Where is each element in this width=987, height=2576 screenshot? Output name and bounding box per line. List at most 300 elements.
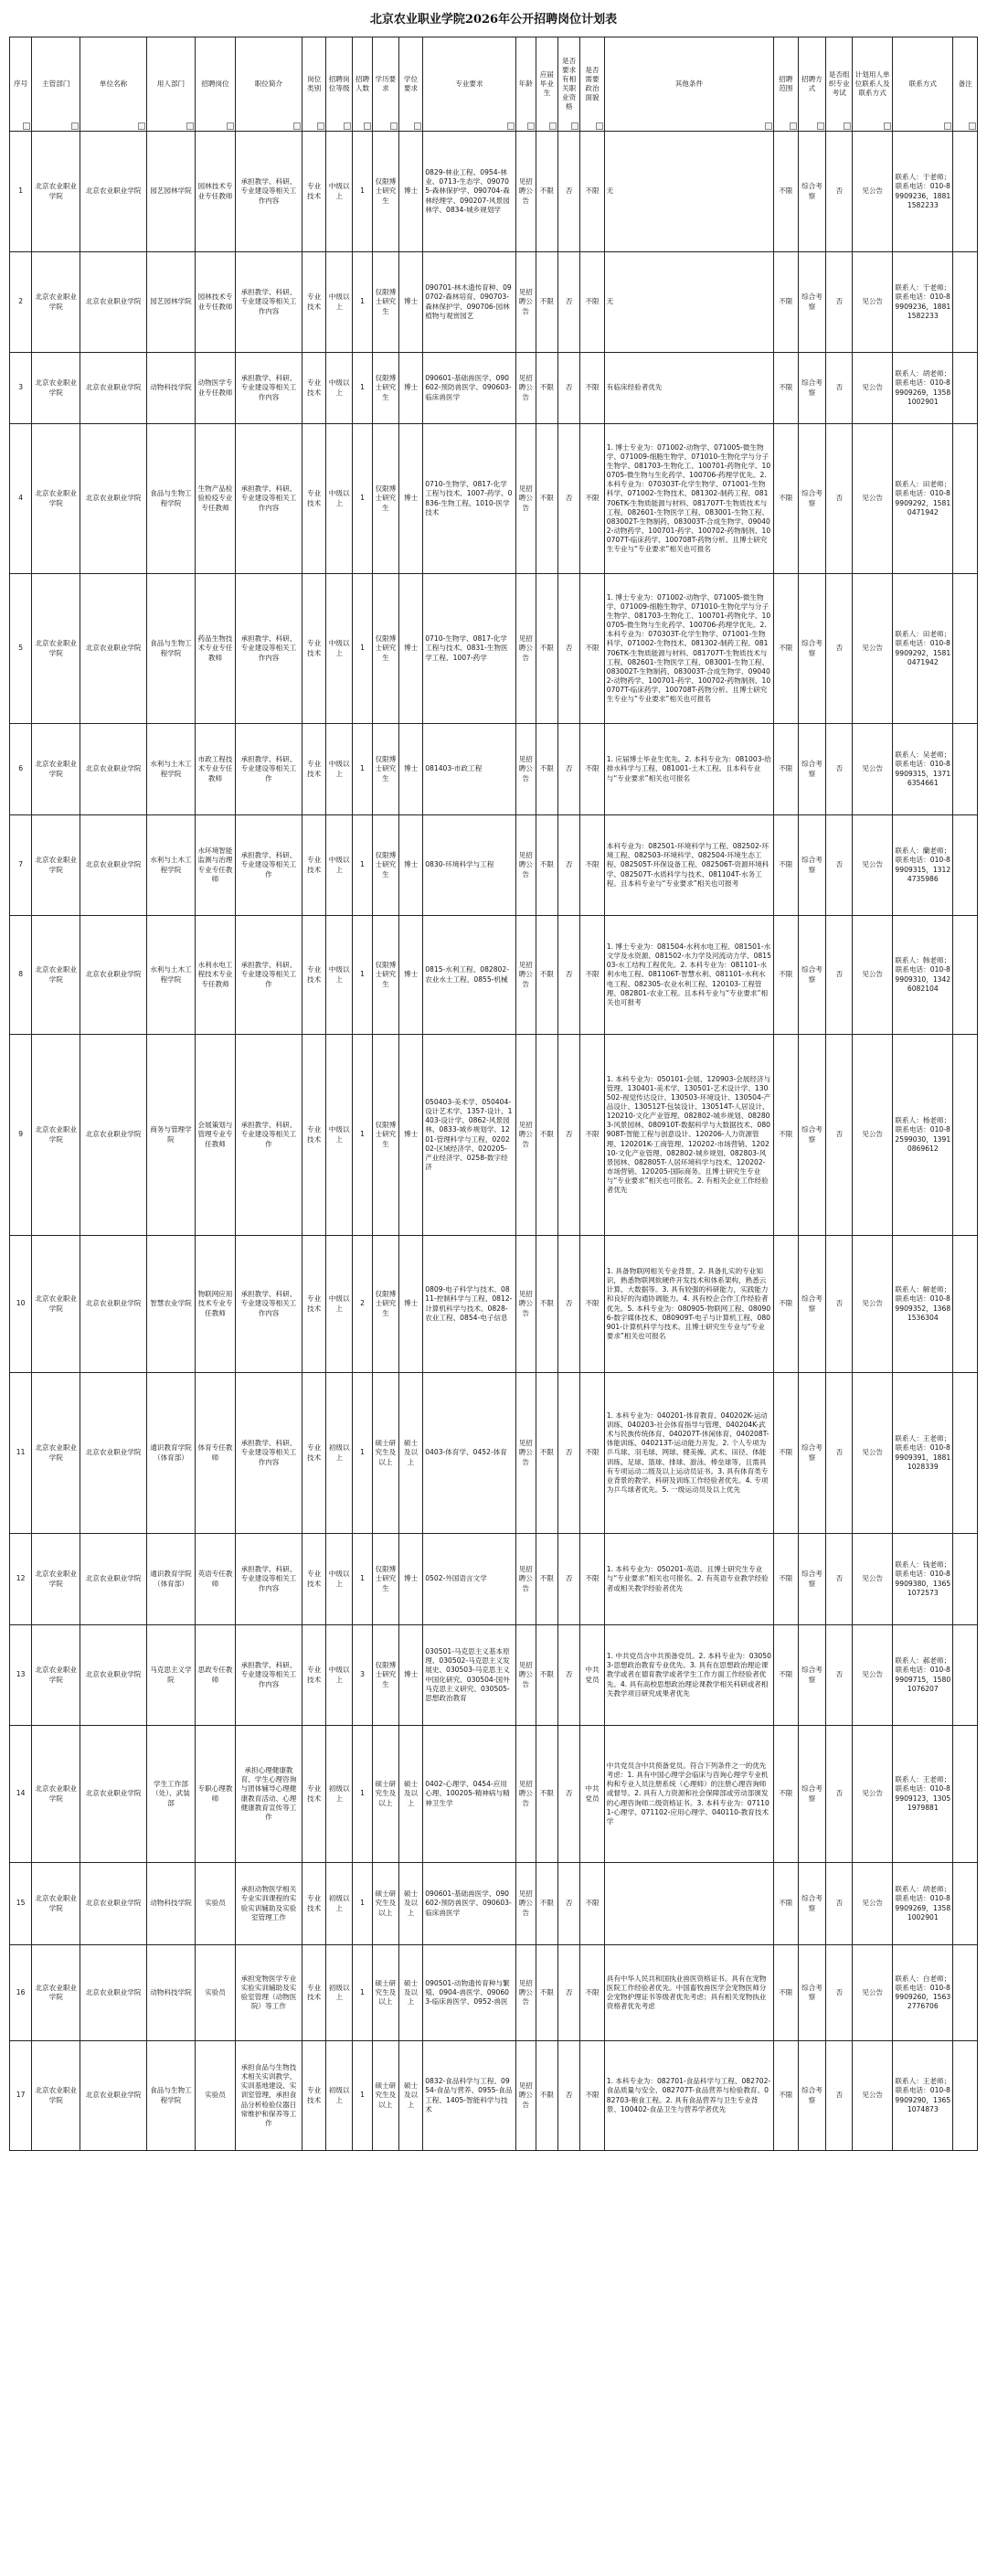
cell-scope: 不限 [774, 1373, 798, 1534]
column-header[interactable]: 是否组织专业考试 [826, 37, 853, 132]
cell-scope: 不限 [774, 1726, 798, 1863]
cell-num: 1 [353, 916, 373, 1035]
cell-num: 1 [353, 1534, 373, 1625]
cell-exam: 否 [826, 1534, 853, 1625]
cell-level: 初级以上 [326, 1373, 353, 1534]
cell-post: 园林技术专业专任教师 [195, 252, 235, 353]
cell-age: 见招聘公告 [515, 815, 536, 916]
cell-num: 1 [353, 1863, 373, 1945]
cell-num: 1 [353, 2041, 373, 2151]
column-header[interactable]: 应届毕业生 [536, 37, 557, 132]
cell-unit: 北京农业职业学院 [80, 1625, 147, 1726]
cell-intro: 承担教学、科研、专业建设等相关工作内容 [236, 1625, 302, 1726]
cell-intro: 承担教学、科研、专业建设等相关工作内容 [236, 353, 302, 424]
cell-unit: 北京农业职业学院 [80, 132, 147, 252]
cell-notice: 见公告 [853, 574, 893, 724]
cell-fresh: 不限 [536, 1726, 557, 1863]
column-header[interactable]: 其他条件 [604, 37, 773, 132]
cell-other: 无 [604, 132, 773, 252]
cell-dept: 北京农业职业学院 [32, 1625, 80, 1726]
cell-remark [953, 353, 978, 424]
cell-political: 不限 [580, 424, 604, 574]
cell-political: 不限 [580, 815, 604, 916]
cell-method: 综合考察 [798, 2041, 826, 2151]
cell-cat: 专业技术 [302, 252, 325, 353]
cell-usedept: 食品与生物工程学院 [147, 424, 196, 574]
cell-level: 中级以上 [326, 132, 353, 252]
cell-other: 无 [604, 252, 773, 353]
cell-method: 综合考察 [798, 1035, 826, 1236]
cell-intro: 承担教学、科研、专业建设等相关工作 [236, 815, 302, 916]
cell-no: 14 [10, 1726, 32, 1863]
cell-cert: 否 [558, 2041, 580, 2151]
cell-unit: 北京农业职业学院 [80, 2041, 147, 2151]
recruitment-table [9, 37, 978, 2151]
column-header[interactable]: 专业要求 [423, 37, 515, 132]
cell-age: 见招聘公告 [515, 1625, 536, 1726]
cell-edu: 仅限博士研究生 [373, 1236, 399, 1373]
cell-remark [953, 574, 978, 724]
cell-notice: 见公告 [853, 1726, 893, 1863]
cell-fresh: 不限 [536, 724, 557, 815]
cell-political: 不限 [580, 1945, 604, 2041]
cell-unit: 北京农业职业学院 [80, 1863, 147, 1945]
column-header[interactable]: 年龄 [515, 37, 536, 132]
cell-political: 不限 [580, 2041, 604, 2151]
column-header[interactable]: 招聘人数 [353, 37, 373, 132]
cell-unit: 北京农业职业学院 [80, 1373, 147, 1534]
cell-usedept: 通识教育学院（体育部） [147, 1373, 196, 1534]
cell-exam: 否 [826, 2041, 853, 2151]
cell-major: 090601-基础兽医学、090602-预防兽医学、090603-临床兽医学 [423, 353, 515, 424]
page [9, 0, 978, 2151]
cell-edu: 硕士研究生及以上 [373, 1863, 399, 1945]
cell-remark [953, 1863, 978, 1945]
cell-no: 1 [10, 132, 32, 252]
cell-fresh: 不限 [536, 1373, 557, 1534]
cell-cert: 否 [558, 724, 580, 815]
cell-post: 英语专任教师 [195, 1534, 235, 1625]
cell-unit: 北京农业职业学院 [80, 1534, 147, 1625]
cell-post: 物联网应用技术专业专任教师 [195, 1236, 235, 1373]
cell-contact: 联系人：钱老师；联系电话：010-89909380，13651072573 [893, 1534, 953, 1625]
cell-political: 不限 [580, 574, 604, 724]
cell-exam: 否 [826, 916, 853, 1035]
table-row [10, 353, 978, 424]
cell-method: 综合考察 [798, 132, 826, 252]
cell-post: 实验员 [195, 2041, 235, 2151]
cell-political: 不限 [580, 1534, 604, 1625]
cell-major: 090701-林木遗传育种、090702-森林培育、090703-森林保护学、090706-园林植物与观赏园艺 [423, 252, 515, 353]
cell-political: 不限 [580, 1236, 604, 1373]
cell-edu: 仅限博士研究生 [373, 252, 399, 353]
cell-unit: 北京农业职业学院 [80, 815, 147, 916]
cell-dept: 北京农业职业学院 [32, 424, 80, 574]
cell-no: 13 [10, 1625, 32, 1726]
cell-contact: 联系人：韩老师；联系电话：010-89909310，13426082104 [893, 916, 953, 1035]
column-header[interactable]: 招聘方式 [798, 37, 826, 132]
cell-major: 0809-电子科学与技术、0811-控制科学与工程、0812-计算机科学与技术、0828-农业工程、0854-电子信息 [423, 1236, 515, 1373]
cell-political: 不限 [580, 353, 604, 424]
cell-post: 水利水电工程技术专业专任教师 [195, 916, 235, 1035]
cell-degree: 博士 [398, 574, 422, 724]
cell-cat: 专业技术 [302, 353, 325, 424]
cell-num: 1 [353, 1035, 373, 1236]
column-header[interactable]: 计划用人单位联系人及联系方式 [853, 37, 893, 132]
cell-intro: 承担教学、科研、专业建设等相关工作 [236, 724, 302, 815]
cell-method: 综合考察 [798, 574, 826, 724]
cell-method: 综合考察 [798, 1236, 826, 1373]
cell-political: 中共党员 [580, 1625, 604, 1726]
cell-edu: 仅限博士研究生 [373, 1534, 399, 1625]
cell-usedept: 动物科技学院 [147, 1863, 196, 1945]
cell-scope: 不限 [774, 424, 798, 574]
cell-cat: 专业技术 [302, 132, 325, 252]
cell-num: 1 [353, 132, 373, 252]
cell-post: 药品生物技术专业专任教师 [195, 574, 235, 724]
cell-degree: 博士 [398, 1534, 422, 1625]
cell-method: 综合考察 [798, 252, 826, 353]
cell-other: 1. 博士专业为：081504-水利水电工程、081501-水文学及水资源、081502-水力学及河流动力学、081503-水工结构工程优先。2. 本科专业为：081101-水利水电工程、081106T-智慧水利、081101-水利水电工程、082305-农业水利工程、120103-工程管理、082801-农业工程。且本科专业与“专业要求”相关也可报考 [604, 916, 773, 1035]
cell-other: 1. 应届博士毕业生优先。2. 本科专业为：081003-给排水科学与工程、081001-土木工程。且本科专业与“专业要求”相关也可报名 [604, 724, 773, 815]
column-header[interactable]: 主管部门 [32, 37, 80, 132]
cell-notice: 见公告 [853, 1945, 893, 2041]
cell-age: 见招聘公告 [515, 424, 536, 574]
cell-edu: 仅限博士研究生 [373, 724, 399, 815]
cell-scope: 不限 [774, 1035, 798, 1236]
column-header[interactable]: 学位要求 [398, 37, 422, 132]
cell-level: 中级以上 [326, 574, 353, 724]
cell-fresh: 不限 [536, 1945, 557, 2041]
cell-dept: 北京农业职业学院 [32, 1373, 80, 1534]
cell-other: 1. 具备物联网相关专业背景。2. 具备扎实的专业知识，熟悉物联网软硬件开发技术和体系架构，熟悉云计算、大数据等。3. 具有较强的科研能力，实践能力和良好的沟通协调能力。4. 具有校企合作工作经验者优先。5. 本科专业为：080905-物联网工程、080906-数字媒体技术、080909T-电子与计算机工程、080901-计算机科学与技术。且博士研究生专业与“专业要求”相关也可报名 [604, 1236, 773, 1373]
cell-usedept: 食品与生物工程学院 [147, 2041, 196, 2151]
cell-intro: 承担教学、科研、专业建设等相关工作内容 [236, 1373, 302, 1534]
column-header[interactable]: 招聘岗位 [195, 37, 235, 132]
cell-cert: 否 [558, 1534, 580, 1625]
cell-post: 体育专任教师 [195, 1373, 235, 1534]
cell-post: 园林技术专业专任教师 [195, 132, 235, 252]
header-row [10, 37, 978, 132]
cell-edu: 硕士研究生及以上 [373, 1726, 399, 1863]
cell-major: 0710-生物学、0817-化学工程与技术、1007-药学、0836-生物工程、1010-医学技术 [423, 424, 515, 574]
cell-level: 中级以上 [326, 1625, 353, 1726]
cell-scope: 不限 [774, 1534, 798, 1625]
table-row [10, 1534, 978, 1625]
cell-level: 中级以上 [326, 916, 353, 1035]
cell-method: 综合考察 [798, 1534, 826, 1625]
cell-age: 见招聘公告 [515, 1373, 536, 1534]
cell-dept: 北京农业职业学院 [32, 1035, 80, 1236]
cell-age: 见招聘公告 [515, 1534, 536, 1625]
cell-scope: 不限 [774, 574, 798, 724]
cell-contact: 联系人：王老师；联系电话：010-89909123，13051979881 [893, 1726, 953, 1863]
cell-post: 动物医学专业专任教师 [195, 353, 235, 424]
cell-scope: 不限 [774, 1625, 798, 1726]
cell-cert: 否 [558, 574, 580, 724]
cell-scope: 不限 [774, 252, 798, 353]
cell-exam: 否 [826, 1726, 853, 1863]
cell-intro: 承担教学、科研、专业建设等相关工作内容 [236, 252, 302, 353]
cell-cert: 否 [558, 424, 580, 574]
cell-other: 1. 博士专业为：071002-动物学、071005-微生物学、071009-细胞生物学、071010-生物化学与分子生物学、081703-生物化工、100701-药物化学、100705-微生物与生化药学、100706-药理学优先。2. 本科专业为：070303T-化学生物学、071001-生物科学、071002-生物技术、081302-制药工程、081706TK-生物质能源与材料、081707T-生物质技术与工程、082601-生物医学工程、083001-生物工程、083002T-生物制药、083003T-合成生物学、090402-动物药学、100701-药学、100702-药物制剂、100707T-临床药学、100708T-药物分析。且博士研究生专业与“专业要求”相关也可报名 [604, 424, 773, 574]
column-header[interactable]: 职位简介 [236, 37, 302, 132]
cell-scope: 不限 [774, 916, 798, 1035]
cell-num: 1 [353, 574, 373, 724]
cell-degree: 硕士及以上 [398, 1863, 422, 1945]
cell-notice: 见公告 [853, 424, 893, 574]
cell-num: 1 [353, 252, 373, 353]
cell-unit: 北京农业职业学院 [80, 1726, 147, 1863]
cell-age: 见招聘公告 [515, 1726, 536, 1863]
cell-unit: 北京农业职业学院 [80, 1945, 147, 2041]
cell-dept: 北京农业职业学院 [32, 815, 80, 916]
cell-political: 不限 [580, 1863, 604, 1945]
column-header[interactable]: 学历要求 [373, 37, 399, 132]
cell-scope: 不限 [774, 2041, 798, 2151]
cell-contact: 联系人：王老师；联系电话：010-89909391，18811028339 [893, 1373, 953, 1534]
cell-scope: 不限 [774, 1945, 798, 2041]
cell-remark [953, 724, 978, 815]
column-header[interactable]: 用人部门 [147, 37, 196, 132]
cell-cert: 否 [558, 1726, 580, 1863]
cell-unit: 北京农业职业学院 [80, 916, 147, 1035]
cell-degree: 硕士及以上 [398, 1726, 422, 1863]
cell-age: 见招聘公告 [515, 574, 536, 724]
column-header[interactable]: 单位名称 [80, 37, 147, 132]
cell-intro: 承担教学、科研、专业建设等相关工作内容 [236, 574, 302, 724]
cell-edu: 硕士研究生及以上 [373, 2041, 399, 2151]
cell-other: 有临床经验者优先 [604, 353, 773, 424]
cell-intro: 承担教学、科研、专业建设等相关工作内容 [236, 1534, 302, 1625]
cell-edu: 仅限博士研究生 [373, 916, 399, 1035]
cell-level: 中级以上 [326, 424, 353, 574]
cell-unit: 北京农业职业学院 [80, 353, 147, 424]
cell-degree: 博士 [398, 1625, 422, 1726]
cell-notice: 见公告 [853, 1373, 893, 1534]
cell-exam: 否 [826, 815, 853, 916]
cell-fresh: 不限 [536, 132, 557, 252]
cell-scope: 不限 [774, 132, 798, 252]
cell-unit: 北京农业职业学院 [80, 1035, 147, 1236]
cell-edu: 仅限博士研究生 [373, 353, 399, 424]
table-row [10, 724, 978, 815]
cell-usedept: 学生工作部（处）、武装部 [147, 1726, 196, 1863]
cell-unit: 北京农业职业学院 [80, 252, 147, 353]
table-row [10, 1236, 978, 1373]
cell-no: 11 [10, 1373, 32, 1534]
cell-level: 中级以上 [326, 815, 353, 916]
cell-no: 15 [10, 1863, 32, 1945]
cell-method: 综合考察 [798, 353, 826, 424]
cell-level: 中级以上 [326, 353, 353, 424]
cell-no: 7 [10, 815, 32, 916]
cell-political: 中共党员 [580, 1726, 604, 1863]
cell-intro: 承担教学、科研、专业建设等相关工作 [236, 1035, 302, 1236]
cell-major: 090601-基础兽医学、090602-预防兽医学、090603-临床兽医学 [423, 1863, 515, 1945]
cell-cert: 否 [558, 353, 580, 424]
cell-degree: 博士 [398, 1236, 422, 1373]
cell-notice: 见公告 [853, 2041, 893, 2151]
cell-num: 1 [353, 1726, 373, 1863]
column-header[interactable]: 招聘岗位等级 [326, 37, 353, 132]
cell-dept: 北京农业职业学院 [32, 574, 80, 724]
cell-no: 4 [10, 424, 32, 574]
cell-fresh: 不限 [536, 353, 557, 424]
table-row [10, 1373, 978, 1534]
column-header[interactable]: 序号 [10, 37, 32, 132]
cell-political: 不限 [580, 1035, 604, 1236]
cell-intro: 承担动物医学相关专业实训课程的实验实训辅助及实验室管理工作 [236, 1863, 302, 1945]
cell-cert: 否 [558, 1373, 580, 1534]
cell-notice: 见公告 [853, 1625, 893, 1726]
cell-scope: 不限 [774, 353, 798, 424]
cell-degree: 硕士及以上 [398, 1945, 422, 2041]
cell-exam: 否 [826, 252, 853, 353]
cell-fresh: 不限 [536, 424, 557, 574]
cell-degree: 硕士及以上 [398, 1373, 422, 1534]
cell-degree: 博士 [398, 353, 422, 424]
cell-major: 030501-马克思主义基本原理、030502-马克思主义发展史、030503-马克思主义中国化研究、030504-国外马克思主义研究、030505-思想政治教育 [423, 1625, 515, 1726]
cell-major: 081403-市政工程 [423, 724, 515, 815]
cell-post: 会展策划与管理专业专任教师 [195, 1035, 235, 1236]
column-header[interactable]: 岗位类别 [302, 37, 325, 132]
cell-remark [953, 916, 978, 1035]
cell-contact: 联系人：蘭老师；联系电话：010-89909315，13124735986 [893, 815, 953, 916]
cell-contact: 联系人：胡老师；联系电话：010-89909269，13581002901 [893, 353, 953, 424]
cell-major: 0710-生物学、0817-化学工程与技术、0831-生物医学工程、1007-药学 [423, 574, 515, 724]
cell-notice: 见公告 [853, 916, 893, 1035]
cell-unit: 北京农业职业学院 [80, 724, 147, 815]
cell-no: 6 [10, 724, 32, 815]
cell-cat: 专业技术 [302, 574, 325, 724]
cell-age: 见招聘公告 [515, 1035, 536, 1236]
cell-fresh: 不限 [536, 252, 557, 353]
cell-dept: 北京农业职业学院 [32, 1726, 80, 1863]
cell-political: 不限 [580, 132, 604, 252]
cell-level: 中级以上 [326, 1035, 353, 1236]
column-header[interactable]: 联系方式 [893, 37, 953, 132]
cell-num: 3 [353, 1625, 373, 1726]
cell-degree: 博士 [398, 916, 422, 1035]
cell-post: 实验员 [195, 1863, 235, 1945]
cell-fresh: 不限 [536, 815, 557, 916]
cell-cert: 否 [558, 1236, 580, 1373]
cell-fresh: 不限 [536, 2041, 557, 2151]
cell-cat: 专业技术 [302, 1236, 325, 1373]
cell-cat: 专业技术 [302, 1945, 325, 2041]
cell-usedept: 通识教育学院（体育部） [147, 1534, 196, 1625]
cell-method: 综合考察 [798, 1625, 826, 1726]
cell-major: 0502-外国语言文学 [423, 1534, 515, 1625]
cell-post: 思政专任教师 [195, 1625, 235, 1726]
cell-remark [953, 132, 978, 252]
cell-no: 8 [10, 916, 32, 1035]
cell-method: 综合考察 [798, 724, 826, 815]
cell-intro: 承担教学、科研、专业建设等相关工作内容 [236, 1236, 302, 1373]
cell-no: 2 [10, 252, 32, 353]
table-row [10, 1945, 978, 2041]
cell-edu: 仅限博士研究生 [373, 1035, 399, 1236]
cell-notice: 见公告 [853, 815, 893, 916]
cell-cat: 专业技术 [302, 1534, 325, 1625]
cell-other: 中共党员含中共预备党员。符合下列条件之一的优先考虑：1. 具有中国心理学会临床与咨询心理学专业机构和专业人员注册系统（心理师）的注册心理咨询师或督导。2. 具有人力资源和社会保障部或劳动部颁发的心理咨询师二级资格证书。3. 本科专业为：071101-心理学、071102-应用心理学、040110-教育技术学 [604, 1726, 773, 1863]
cell-num: 1 [353, 1373, 373, 1534]
cell-fresh: 不限 [536, 574, 557, 724]
cell-dept: 北京农业职业学院 [32, 724, 80, 815]
cell-cat: 专业技术 [302, 1726, 325, 1863]
cell-major: 090501-动物遗传育种与繁殖、0904-兽医学、090603-临床兽医学、0952-兽医 [423, 1945, 515, 2041]
cell-other: 1. 博士专业为：071002-动物学、071005-微生物学、071009-细胞生物学、071010-生物化学与分子生物学、081703-生物化工、100701-药物化学、100705-微生物与生化药学、100706-药理学优先。2. 本科专业为：070303T-化学生物学、071001-生物科学、071002-生物技术、081302-制药工程、081706TK-生物质能源与材料、081707T-生物质技术与工程、082601-生物医学工程、083001-生物工程、083002T-生物制药、083003T-合成生物学、090402-动物药学、100701-药学、100702-药物制剂、100707T-临床药学、100708T-药物分析。且博士研究生专业与“专业要求”相关也可报名 [604, 574, 773, 724]
cell-usedept: 水利与土木工程学院 [147, 815, 196, 916]
cell-level: 初级以上 [326, 2041, 353, 2151]
cell-method: 综合考察 [798, 1863, 826, 1945]
cell-contact: 联系人：于老师；联系电话：010-89909236，18811582233 [893, 252, 953, 353]
cell-edu: 仅限博士研究生 [373, 815, 399, 916]
table-row [10, 424, 978, 574]
cell-cert: 否 [558, 1945, 580, 2041]
cell-exam: 否 [826, 353, 853, 424]
column-header[interactable]: 是否需要政治面貌 [580, 37, 604, 132]
cell-political: 不限 [580, 252, 604, 353]
cell-intro: 承担食品与生物技术相关实训教学、实训基地建设、实训室管理，承担食品分析检验仪器日常维护和保养等工作 [236, 2041, 302, 2151]
cell-notice: 见公告 [853, 1236, 893, 1373]
cell-usedept: 食品与生物工程学院 [147, 574, 196, 724]
cell-cat: 专业技术 [302, 1625, 325, 1726]
cell-other: 1. 本科专业为：050201-英语。且博士研究生专业与“专业要求”相关也可报名。2. 有英语专业教学经验者或相关教学经验者优先 [604, 1534, 773, 1625]
cell-usedept: 动物科技学院 [147, 1945, 196, 2041]
cell-notice: 见公告 [853, 132, 893, 252]
cell-usedept: 马克思主义学院 [147, 1625, 196, 1726]
cell-exam: 否 [826, 1945, 853, 2041]
cell-remark [953, 1236, 978, 1373]
cell-age: 见招聘公告 [515, 916, 536, 1035]
cell-age: 见招聘公告 [515, 1236, 536, 1373]
cell-political: 不限 [580, 1373, 604, 1534]
cell-level: 初级以上 [326, 1945, 353, 2041]
cell-level: 中级以上 [326, 1236, 353, 1373]
cell-other: 1. 中共党员含中共预备党员。2. 本科专业为：030503-思想政治教育专业优先。3. 具有在思想政治理论课教学或者在德育教学或者学生工作方面工作经验者优先。4. 具有高校思想政治理论课教学相关科研或者相关教学项目研究成果者优先 [604, 1625, 773, 1726]
cell-no: 17 [10, 2041, 32, 2151]
cell-remark [953, 1035, 978, 1236]
cell-contact: 联系人：田老师；联系电话：010-89909292，15810471942 [893, 424, 953, 574]
column-header[interactable]: 是否要求有相关职业资格 [558, 37, 580, 132]
column-header[interactable]: 备注 [953, 37, 978, 132]
cell-scope: 不限 [774, 724, 798, 815]
cell-contact: 联系人：田老师；联系电话：010-89909292，15810471942 [893, 574, 953, 724]
cell-other: 1. 本科专业为：082701-食品科学与工程、082702-食品质量与安全、082707T-食品营养与检验教育、082703-粮食工程。2. 具有食品营养与卫生专业背景、100402-食品卫生与营养学者优先 [604, 2041, 773, 2151]
cell-cert: 否 [558, 1863, 580, 1945]
cell-intro: 承担宠物医学专业实验实训辅助及实验室管理（动物医院）等工作 [236, 1945, 302, 2041]
cell-exam: 否 [826, 1373, 853, 1534]
cell-post: 市政工程技术专业专任教师 [195, 724, 235, 815]
cell-remark [953, 1726, 978, 1863]
table-row [10, 1035, 978, 1236]
cell-political: 不限 [580, 724, 604, 815]
cell-dept: 北京农业职业学院 [32, 1534, 80, 1625]
table-row [10, 916, 978, 1035]
cell-notice: 见公告 [853, 252, 893, 353]
column-header[interactable]: 招聘范围 [774, 37, 798, 132]
cell-notice: 见公告 [853, 1534, 893, 1625]
cell-level: 初级以上 [326, 1863, 353, 1945]
cell-age: 见招聘公告 [515, 1945, 536, 2041]
cell-intro: 承担教学、科研、专业建设等相关工作内容 [236, 132, 302, 252]
cell-cert: 否 [558, 252, 580, 353]
cell-usedept: 水利与土木工程学院 [147, 724, 196, 815]
cell-dept: 北京农业职业学院 [32, 2041, 80, 2151]
cell-age: 见招聘公告 [515, 132, 536, 252]
